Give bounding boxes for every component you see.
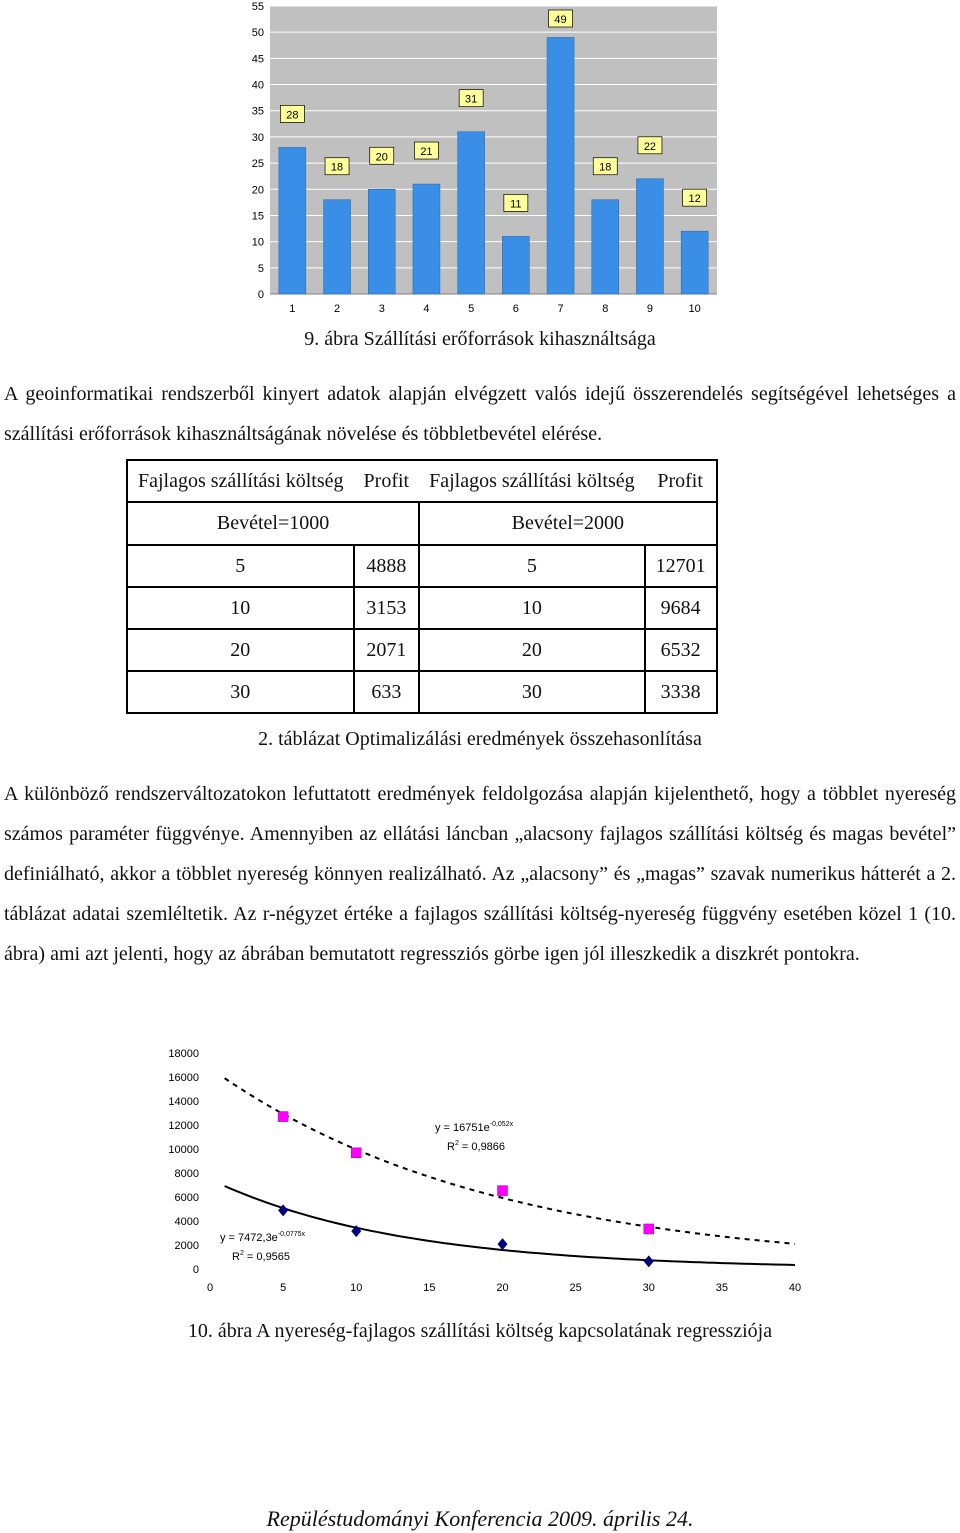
table-cell: 5: [127, 545, 354, 587]
bar: [636, 179, 663, 294]
x-tick-label: 25: [569, 1282, 582, 1294]
bar-data-label: 18: [330, 161, 344, 174]
x-tick-label: 40: [788, 1282, 802, 1294]
bar-data-label: 31: [465, 93, 478, 106]
bar: [502, 236, 529, 294]
table-cell: 3338: [645, 671, 717, 713]
paragraph-intro: [4, 374, 956, 454]
bar-data-label: 20: [375, 151, 388, 164]
paragraph-analysis: [4, 774, 956, 974]
x-tick-label: 15: [423, 1282, 436, 1294]
table-cell: 4888: [354, 545, 420, 587]
table-2-caption: 2. táblázat Optimalizálási eredmények összehasonlítása: [258, 728, 702, 750]
y-tick-label: 10000: [168, 1144, 199, 1156]
x-tick-label: 2: [333, 303, 341, 315]
data-point-square: [644, 1224, 654, 1234]
bar-data-label: 18: [599, 161, 612, 174]
conference-footer: Repüléstudományi Konferencia 2009. április 24.: [266, 1506, 694, 1531]
table-cell: 9684: [645, 587, 717, 629]
y-tick-label: 16000: [168, 1072, 199, 1084]
table-row: [127, 545, 717, 587]
table-cell: 2071: [354, 629, 420, 671]
bar: [458, 132, 485, 294]
regression-chart: [160, 1040, 810, 1300]
y-tick-label: 4000: [174, 1216, 199, 1228]
table-header-profit-2: Profit: [645, 460, 717, 502]
y-tick-label: 15: [251, 210, 264, 223]
regression-equation: $y = 7472,3e^{-0,0775x}$: [220, 1231, 306, 1244]
bar: [547, 37, 574, 294]
x-tick-label: 20: [496, 1282, 509, 1294]
data-point-diamond: [644, 1255, 654, 1267]
table-cell: 20: [127, 629, 354, 671]
table-header-profit-1: Profit: [354, 460, 420, 502]
x-tick-label: 7: [557, 303, 564, 315]
y-tick-label: 25: [251, 158, 264, 171]
x-tick-label: 0: [206, 1282, 214, 1294]
y-tick-label: 40: [251, 79, 264, 92]
x-tick-label: 6: [512, 303, 519, 315]
y-tick-label: 5: [257, 262, 264, 275]
x-tick-label: 5: [468, 303, 475, 315]
paragraph-analysis-text: A különböző rendszerváltozatokon lefuttatott eredmények feldolgozása alapján kijelenthető, hogy a többlet nyereség számos paraméter függvénye. Amennyiben az ellátási láncban „alacsony fajlagos szállítási költség és magas bevétel” definiálható, akkor a többlet nyereség könnyen realizálható. Az „alacsony” és „magas” szavak numerikus hátterét a 2. táblázat adatai szemléltetik. Az r-négyzet értéke a fajlagos szállítási költség-nyereség függvény esetében közel 1 (10. ábra) ami azt jelenti, hogy az ábrában bemutatott regressziós görbe igen jól illeszkedik a diszkrét pontokra.: [4, 783, 956, 965]
data-point-diamond: [498, 1238, 508, 1250]
results-table: [126, 459, 718, 714]
bar: [681, 231, 708, 294]
table-cell: 633: [354, 671, 420, 713]
bar-data-label: 12: [688, 193, 701, 206]
y-tick-label: 6000: [174, 1192, 199, 1204]
x-tick-label: 10: [688, 303, 701, 315]
utilization-bar-chart: [242, 0, 720, 318]
x-tick-label: 5: [280, 1282, 287, 1294]
y-tick-label: 12000: [168, 1120, 199, 1132]
y-tick-label: 10: [251, 236, 264, 249]
y-tick-label: 8000: [174, 1168, 199, 1180]
y-tick-label: 2000: [174, 1240, 199, 1252]
bar: [324, 200, 351, 294]
table-group-revenue-1000: Bevétel=1000: [127, 502, 419, 545]
y-tick-label: 45: [251, 53, 264, 66]
r-squared-label: $R^2 = 0,9866$: [447, 1140, 506, 1153]
y-tick-label: 20: [251, 184, 264, 197]
bar: [413, 184, 440, 294]
table-cell: 5: [419, 545, 645, 587]
bar-data-label: 21: [420, 146, 433, 159]
table-cell: 3153: [354, 587, 420, 629]
table-cell: 30: [127, 671, 354, 713]
table-cell: 20: [419, 629, 645, 671]
y-tick-label: 50: [251, 27, 264, 40]
figure-10-caption: 10. ábra A nyereség-fajlagos szállítási költség kapcsolatának regressziója: [187, 1320, 773, 1342]
table-cell: 6532: [645, 629, 717, 671]
table-header-cost-2: Fajlagos szállítási költség: [419, 460, 645, 502]
table-row: [127, 671, 717, 713]
regression-equation: $y = 16751e^{-0,052x}$: [435, 1121, 514, 1134]
table-cell: 12701: [645, 545, 717, 587]
bar-data-label: 11: [510, 198, 522, 211]
x-tick-label: 10: [350, 1282, 363, 1294]
x-tick-label: 35: [715, 1282, 728, 1294]
table-cell: 10: [419, 587, 645, 629]
x-tick-label: 3: [378, 303, 385, 315]
data-point-square: [278, 1112, 288, 1122]
paragraph-intro-text: A geoinformatikai rendszerből kinyert adatok alapján elvégzett valós idejű összerendelés segítségével lehetséges a szállítási erőforrások kihasználtságának növelése és többletbevétel elérése.: [4, 383, 956, 445]
table-group-revenue-2000: Bevétel=2000: [419, 502, 717, 545]
y-tick-label: 55: [251, 1, 264, 13]
table-row: [127, 587, 717, 629]
table-cell: 10: [127, 587, 354, 629]
table-row: [127, 629, 717, 671]
bar: [368, 189, 395, 294]
bar: [592, 200, 619, 294]
solid-trendline: [225, 1186, 795, 1265]
data-point-square: [351, 1148, 361, 1158]
r-squared-label: $R^2 = 0,9565$: [232, 1250, 291, 1263]
dashed-trendline: [225, 1078, 795, 1244]
x-tick-label: 4: [423, 303, 430, 315]
y-tick-label: 30: [251, 131, 264, 144]
y-tick-label: 0: [257, 289, 264, 301]
x-tick-label: 8: [602, 303, 609, 315]
bar: [279, 147, 306, 294]
bar-data-label: 49: [554, 14, 567, 26]
y-tick-label: 18000: [168, 1048, 199, 1060]
y-tick-label: 0: [192, 1264, 199, 1276]
bar-data-label: 22: [643, 140, 657, 153]
y-tick-label: 35: [251, 105, 264, 118]
bar-data-label: 28: [286, 109, 299, 122]
table-cell: 30: [419, 671, 645, 713]
table-header-cost-1: Fajlagos szállítási költség: [127, 460, 354, 502]
data-point-square: [498, 1186, 508, 1196]
x-tick-label: 9: [646, 303, 654, 315]
figure-9-caption: 9. ábra Szállítási erőforrások kihasználtsága: [304, 328, 656, 350]
x-tick-label: 1: [289, 303, 296, 315]
x-tick-label: 30: [642, 1282, 655, 1294]
y-tick-label: 14000: [168, 1096, 199, 1108]
